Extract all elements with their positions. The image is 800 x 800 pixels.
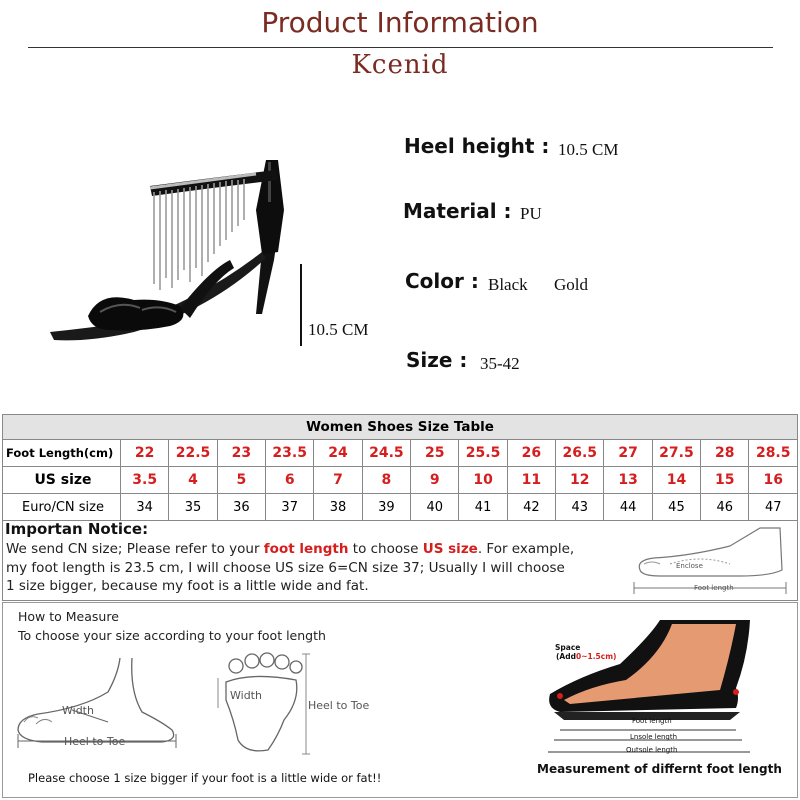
notice-text: to choose xyxy=(348,541,423,557)
space-add-prefix: (Add xyxy=(556,652,576,661)
notice-highlight-foot-length: foot length xyxy=(263,541,349,557)
euro-size-cell: 46 xyxy=(701,494,749,521)
footprint-heel-to-toe-label: Heel to Toe xyxy=(308,699,370,712)
euro-size-cell: 40 xyxy=(411,494,459,521)
euro-size-cell: 36 xyxy=(217,494,265,521)
heel-to-toe-label: Heel to Toe xyxy=(64,735,126,748)
material-value: PU xyxy=(520,204,542,223)
measurement-caption: Measurement of differnt foot length xyxy=(537,762,782,776)
footprint-diagram xyxy=(212,650,322,760)
foot-length-cell: 28 xyxy=(701,440,749,467)
foot-length-cell: 27.5 xyxy=(652,440,700,467)
shoe-measurement-diagram xyxy=(540,616,790,766)
heel-height-measure-label: 10.5 CM xyxy=(308,320,369,339)
us-size-cell: 10 xyxy=(459,467,507,494)
heel-height-marker xyxy=(300,264,302,346)
foot-length-label: Foot length xyxy=(694,584,734,592)
page-title: Product Information xyxy=(261,6,539,39)
material-label: Material : xyxy=(403,199,512,223)
enclose-label: Enclose xyxy=(676,562,703,570)
us-size-cell: 16 xyxy=(749,467,798,494)
foot-length-cell: 26 xyxy=(507,440,555,467)
euro-size-row xyxy=(3,494,798,521)
space-label: Space xyxy=(555,643,581,652)
diagram-foot-length-label: Foot length xyxy=(632,717,672,725)
euro-size-cell: 42 xyxy=(507,494,555,521)
euro-size-cell: 39 xyxy=(362,494,410,521)
notice-title: Importan Notice: xyxy=(5,520,149,538)
us-size-row-label: US size xyxy=(3,467,121,494)
euro-size-row-label: Euro/CN size xyxy=(3,494,121,521)
size-table-header xyxy=(3,415,798,440)
foot-length-row xyxy=(3,440,798,467)
euro-size-cell: 41 xyxy=(459,494,507,521)
euro-size-cell: 44 xyxy=(604,494,652,521)
footprint-width-label: Width xyxy=(230,689,262,702)
size-value: 35-42 xyxy=(480,354,520,373)
notice-line-3: 1 size bigger, because my foot is a little wide and fat. xyxy=(6,578,369,594)
us-size-cell: 15 xyxy=(701,467,749,494)
euro-size-cell: 43 xyxy=(556,494,604,521)
outsole-length-label: Outsole length xyxy=(626,746,678,754)
notice-line-2: my foot length is 23.5 cm, I will choose US size 6=CN size 37; Usually I will choose xyxy=(6,560,565,576)
foot-length-cell: 27 xyxy=(604,440,652,467)
size-table xyxy=(2,414,798,521)
size-label: Size : xyxy=(406,348,468,372)
insole-length-label: Lnsole length xyxy=(630,733,678,741)
euro-size-cell: 38 xyxy=(314,494,362,521)
heel-height-value: 10.5 CM xyxy=(558,140,619,159)
foot-length-cell: 24 xyxy=(314,440,362,467)
foot-length-cell: 22.5 xyxy=(169,440,217,467)
heel-height-label: Heel height : xyxy=(404,134,550,158)
us-size-cell: 4 xyxy=(169,467,217,494)
how-to-measure-title: How to Measure xyxy=(18,609,119,624)
euro-size-cell: 45 xyxy=(652,494,700,521)
foot-length-cell: 24.5 xyxy=(362,440,410,467)
notice-line-1 xyxy=(6,541,574,557)
us-size-cell: 8 xyxy=(362,467,410,494)
euro-size-cell: 47 xyxy=(749,494,798,521)
us-size-cell: 11 xyxy=(507,467,555,494)
foot-length-cell: 26.5 xyxy=(556,440,604,467)
notice-highlight-us-size: US size xyxy=(422,541,478,557)
space-add-value: 0~1.5cm) xyxy=(575,652,617,661)
width-label: Width xyxy=(62,704,94,717)
foot-length-row-label: Foot Length(cm) xyxy=(3,440,121,467)
euro-size-cell: 35 xyxy=(169,494,217,521)
us-size-cell: 14 xyxy=(652,467,700,494)
foot-length-cell: 25.5 xyxy=(459,440,507,467)
us-size-cell: 13 xyxy=(604,467,652,494)
foot-length-cell: 23 xyxy=(217,440,265,467)
color-value-black: Black xyxy=(488,275,528,294)
foot-length-cell: 28.5 xyxy=(749,440,798,467)
size-table-title: Women Shoes Size Table xyxy=(3,415,798,440)
notice-text: . For example, xyxy=(477,541,575,557)
size-advice-note: Please choose 1 size bigger if your foot is a little wide or fat!! xyxy=(28,771,382,785)
sandal-image xyxy=(30,150,310,360)
us-size-row xyxy=(3,467,798,494)
foot-length-cell: 22 xyxy=(121,440,169,467)
euro-size-cell: 34 xyxy=(121,494,169,521)
brand-name: Kcenid xyxy=(351,50,449,80)
foot-length-cell: 25 xyxy=(411,440,459,467)
how-to-measure-subtitle: To choose your size according to your foot length xyxy=(18,628,326,643)
us-size-cell: 3.5 xyxy=(121,467,169,494)
color-label: Color : xyxy=(405,269,479,293)
us-size-cell: 9 xyxy=(411,467,459,494)
space-add-label xyxy=(556,652,616,661)
title-divider xyxy=(28,47,773,48)
color-value-gold: Gold xyxy=(554,275,588,294)
us-size-cell: 6 xyxy=(266,467,314,494)
us-size-cell: 12 xyxy=(556,467,604,494)
us-size-cell: 5 xyxy=(217,467,265,494)
notice-text: We send CN size; Please refer to your xyxy=(6,541,264,557)
foot-length-cell: 23.5 xyxy=(266,440,314,467)
euro-size-cell: 37 xyxy=(266,494,314,521)
us-size-cell: 7 xyxy=(314,467,362,494)
